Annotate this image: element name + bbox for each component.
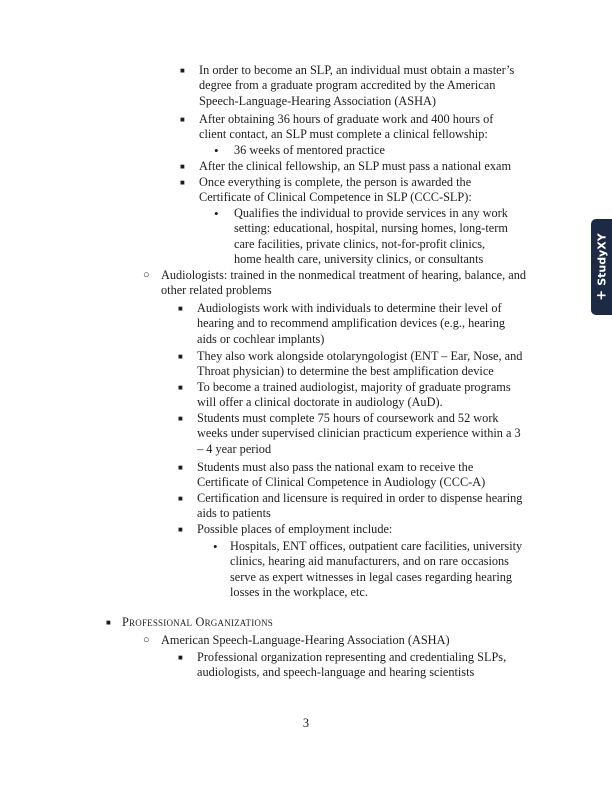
list-item-text: In order to become an SLP, an individual must obtain a master’s degree from a graduate program accredited by the American Speech-Language-Hearing Association (ASHA) [199, 63, 515, 108]
round-bullet-icon: • [214, 206, 219, 221]
list-item [180, 175, 520, 206]
list-item [143, 268, 528, 299]
list-item [214, 206, 514, 268]
list-item [180, 112, 520, 143]
list-item-text: 36 weeks of mentored practice [234, 143, 385, 157]
circle-bullet-icon: ○ [143, 634, 150, 646]
circle-bullet-icon: ○ [143, 269, 150, 281]
square-bullet-icon: ■ [180, 115, 185, 124]
list-item-text: Professional organization representing and credentialing SLPs, audiologists, and speech-language and hearing scientists [197, 650, 507, 680]
list-item-text: To become a trained audiologist, majority of graduate programs will offer a clinical doctorate in audiology (AuD). [197, 380, 511, 410]
list-item-text: Audiologists: trained in the nonmedical treatment of hearing, balance, and other related problems [161, 268, 527, 298]
list-item [178, 522, 523, 537]
square-bullet-icon: ■ [178, 304, 183, 313]
list-item [178, 650, 523, 681]
list-item-text: Qualifies the individual to provide services in any work setting: educational, hospital, nursing homes, long-term care facilities, private clinics, not-for-profit clinics, home health care, university clinics, or consultants [234, 206, 508, 267]
list-item-text: After the clinical fellowship, an SLP must pass a national exam [199, 159, 512, 173]
list-item [180, 63, 520, 109]
square-bullet-icon: ■ [178, 653, 183, 662]
list-item-text: Certification and licensure is required in order to dispense hearing aids to patients [197, 491, 523, 521]
list-item [178, 491, 523, 522]
square-bullet-icon: ■ [106, 618, 111, 627]
list-item-text: They also work alongside otolaryngologist (ENT – Ear, Nose, and Throat physician) to determine the best amplification device [197, 349, 523, 379]
round-bullet-icon: • [214, 143, 219, 158]
square-bullet-icon: ■ [180, 178, 185, 187]
list-item [214, 143, 514, 158]
list-item-text: Students must complete 75 hours of coursework and 52 work weeks under supervised clinician practicum experience within a 3 – 4 year period [197, 411, 521, 456]
list-item-text: Once everything is complete, the person is awarded the Certificate of Clinical Competence in SLP (CCC-SLP): [199, 175, 472, 205]
list-item-text: Possible places of employment include: [197, 522, 393, 536]
studyxy-side-tab[interactable] [591, 219, 612, 315]
list-item [213, 539, 523, 601]
list-item [178, 301, 523, 347]
list-item [180, 159, 520, 174]
square-bullet-icon: ■ [180, 66, 185, 75]
square-bullet-icon: ■ [178, 525, 183, 534]
list-item [178, 411, 523, 457]
square-bullet-icon: ■ [178, 352, 183, 361]
list-item [178, 460, 523, 491]
side-tab-label [594, 233, 609, 300]
list-item [143, 633, 528, 648]
list-item [178, 380, 523, 411]
square-bullet-icon: ■ [178, 463, 183, 472]
list-item-text: American Speech-Language-Hearing Association (ASHA) [161, 633, 450, 647]
studyxy-logo-text: StudyXY [594, 233, 608, 286]
list-item-text: Hospitals, ENT offices, outpatient care facilities, university clinics, hearing aid manufacturers, and on rare occasions serve as expert witnesses in legal cases regarding hearing losses in the workplace, etc. [230, 539, 523, 600]
list-item-text: Audiologists work with individuals to determine their level of hearing and to recommend amplification devices (e.g., hearing aids or cochlear implants) [197, 301, 505, 346]
list-item [178, 349, 523, 380]
page-number: 3 [302, 716, 310, 730]
round-bullet-icon: • [213, 539, 218, 554]
plus-icon: + [593, 289, 609, 301]
list-item-text: Students must also pass the national exam to receive the Certificate of Clinical Competence in Audiology (CCC-A) [197, 460, 486, 490]
section-heading-text: Professional Organizations [122, 615, 273, 629]
square-bullet-icon: ■ [178, 383, 183, 392]
square-bullet-icon: ■ [178, 414, 183, 423]
square-bullet-icon: ■ [178, 494, 183, 503]
square-bullet-icon: ■ [180, 162, 185, 171]
section-heading [106, 615, 506, 630]
list-item-text: After obtaining 36 hours of graduate work and 400 hours of client contact, an SLP must complete a clinical fellowship: [199, 112, 494, 142]
